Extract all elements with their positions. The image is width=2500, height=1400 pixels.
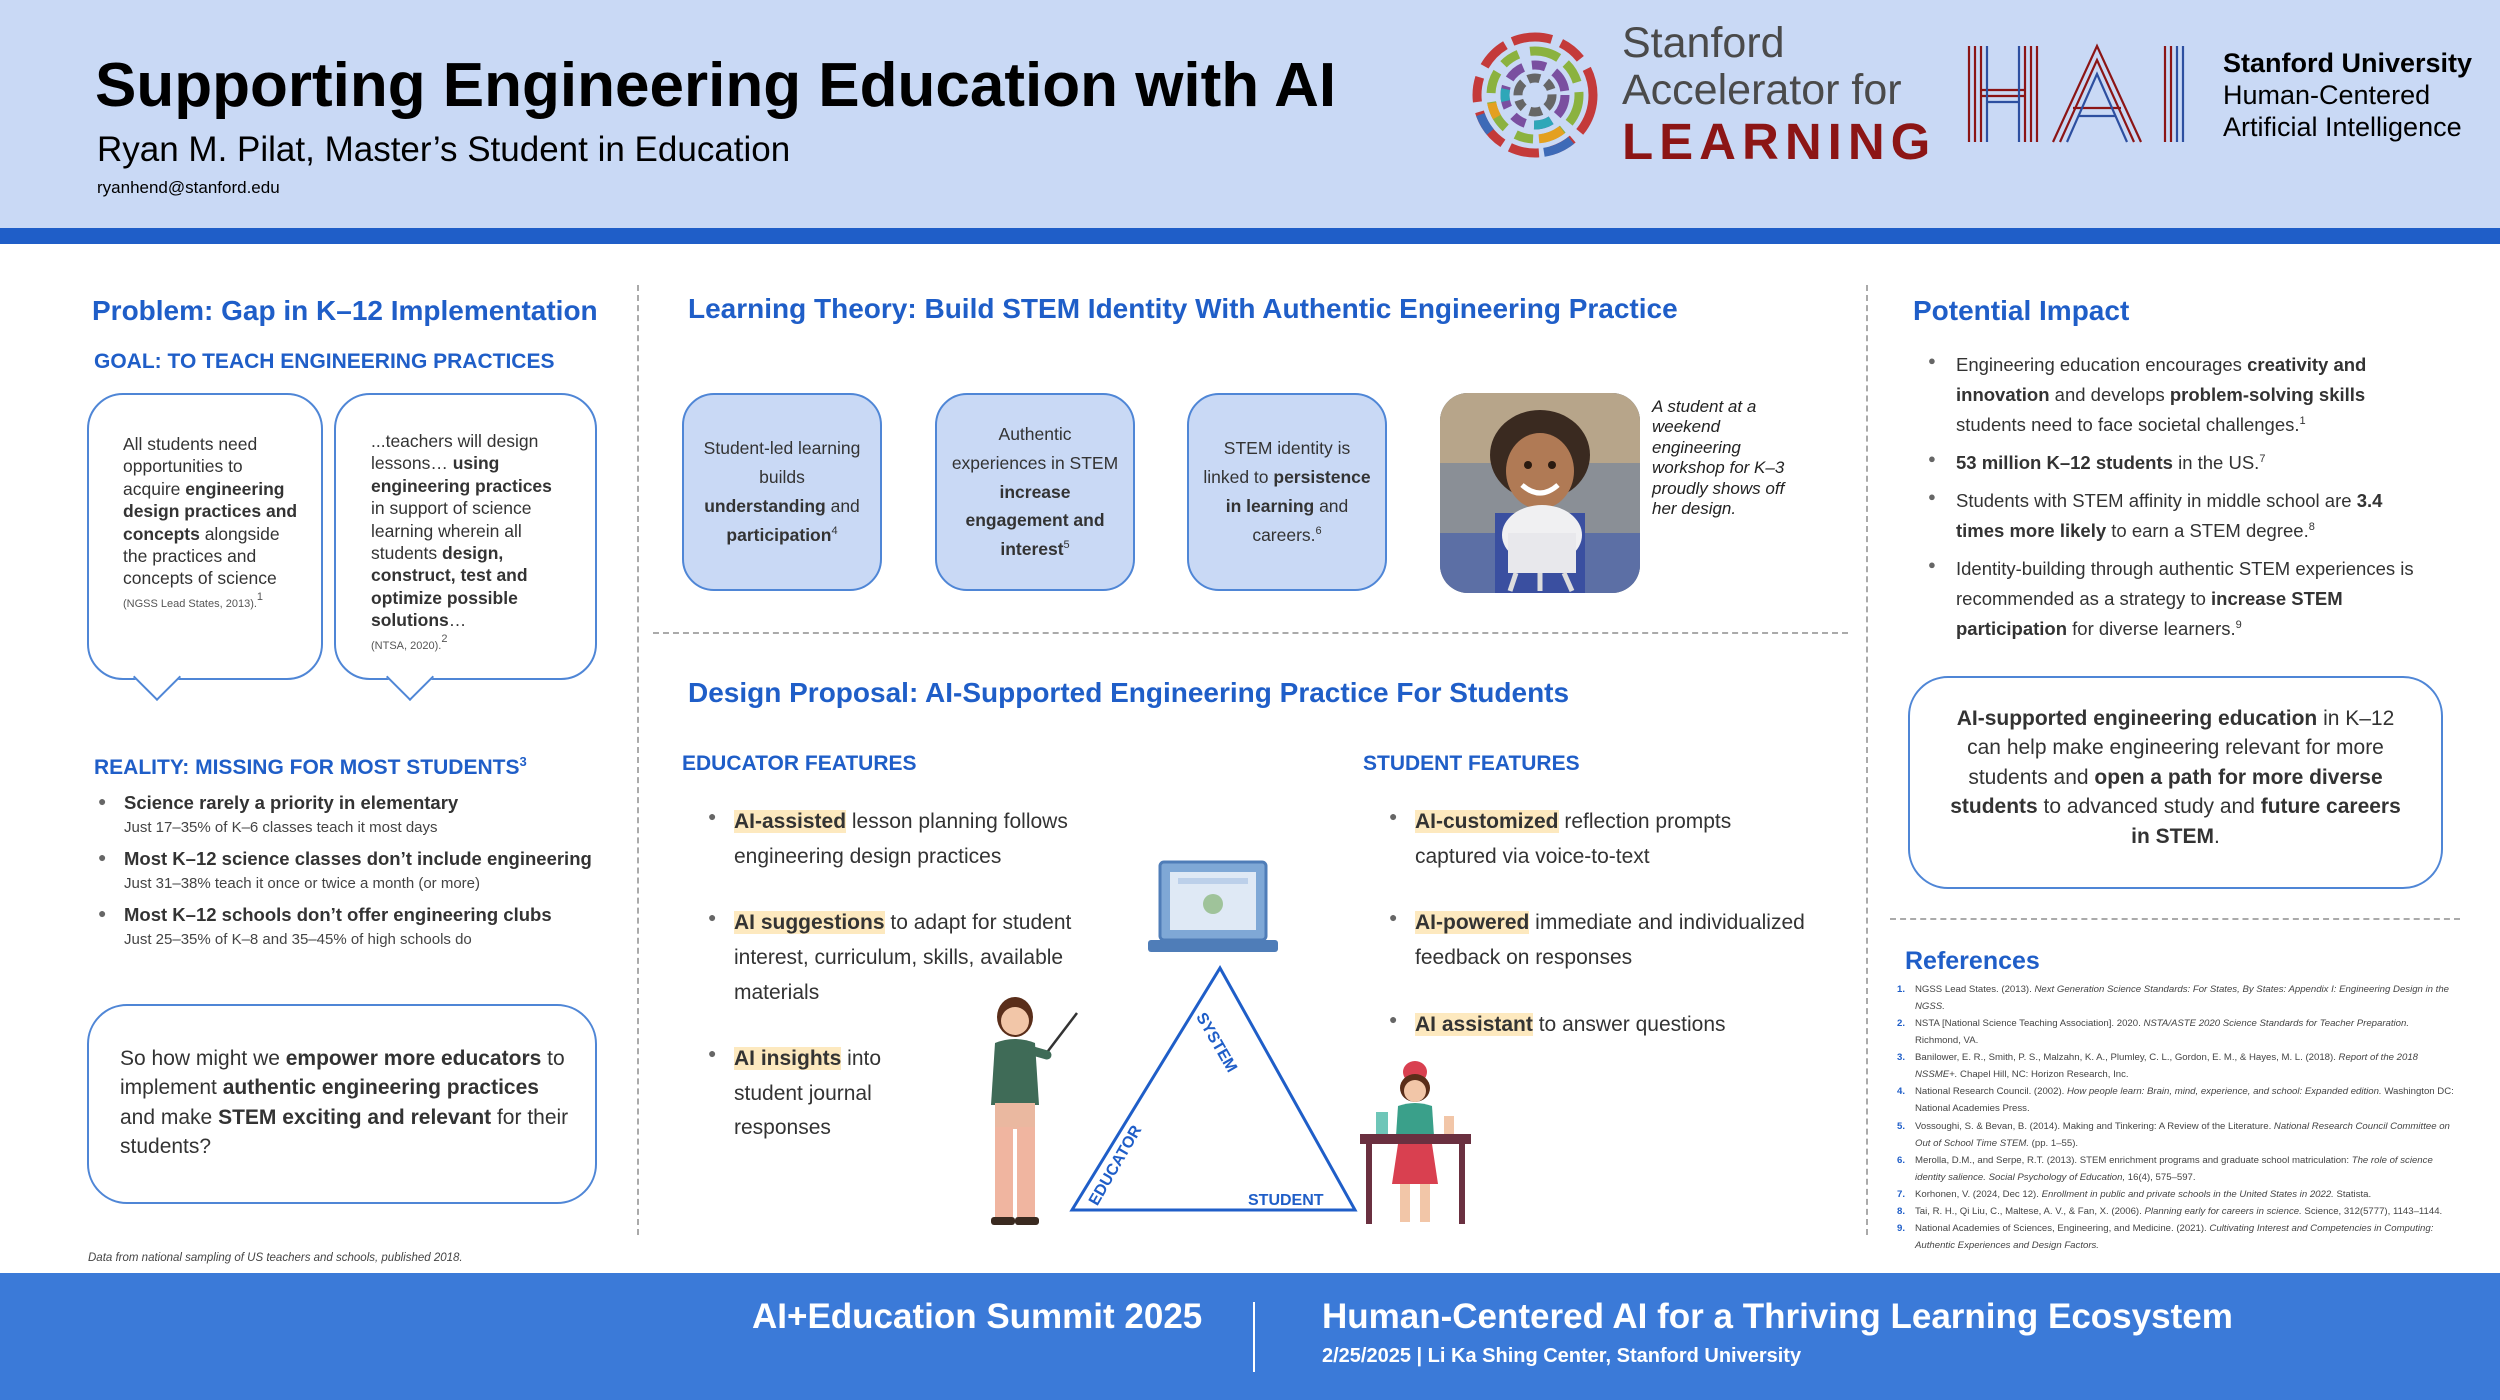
reference-item: 4. National Research Council. (2002). How people learn: Brain, mind, experience, and school: Expanded edition. Washington DC: National Academies Press.: [1897, 1086, 2454, 1115]
theory-box-engagement: Authentic experiences in STEM increase engagement and interest$^5$: [935, 393, 1135, 591]
footer-divider: [1253, 1302, 1255, 1372]
references-list: [1897, 981, 2457, 1254]
student-features-heading: STUDENT FEATURES: [1363, 752, 1580, 775]
section-divider: [653, 632, 1848, 634]
reference-item: 3. Banilower, E. R., Smith, P. S., Malzahn, K. A., Plumley, C. L., Gordon, E. M., & Hayes, M. L. (2018). Report of the 2018 NSSME+. Chapel Hill, NC: Horizon Research, Inc.: [1897, 1052, 2419, 1081]
student-workshop-photo: [1440, 393, 1640, 593]
reference-item: 7. Korhonen, V. (2024, Dec 12). Enrollment in public and private schools in the United States in 2022. Statista.: [1897, 1188, 2372, 1200]
triangle-label-student: STUDENT: [1248, 1192, 1324, 1209]
column-divider: [637, 285, 639, 1235]
design-heading: Design Proposal: AI-Supported Engineering Practice For Students: [688, 677, 1570, 708]
student-features-list: [1389, 805, 1809, 1042]
list-item: ● AI-powered immediate and individualized feedback on responses: [1389, 906, 1809, 975]
list-item: ● AI suggestions to adapt for student interest, curriculum, skills, available materials: [708, 906, 1088, 1010]
summit-theme: Human-Centered AI for a Thriving Learning Ecosystem: [1322, 1297, 2233, 1336]
guiding-question: So how might we empower more educators to implement authentic engineering practices and make STEM exciting and relevant for their students?: [120, 1047, 569, 1159]
theory-box-persistence: STEM identity is linked to persistence in learning and careers.$^6$: [1187, 393, 1387, 591]
reference-item: 5. Vossoughi, S. & Bevan, B. (2014). Making and Tinkering: A Review of the Literature. National Research Council Committee on Out of School Time STEM. (pp. 1–55).: [1897, 1120, 2450, 1149]
section-divider: [1890, 918, 2460, 920]
theory-heading: Learning Theory: Build STEM Identity With Authentic Engineering Practice: [688, 293, 1678, 324]
reality-heading: REALITY: MISSING FOR MOST STUDENTS$^3$: [94, 754, 527, 779]
goal-quote-ngss: All students need opportunities to acquire engineering design practices and concepts alongside the practices and concepts of science (NGSS Lead States, 2013).$^1$: [123, 434, 298, 610]
accelerator-logo-rings-icon: [1470, 25, 1600, 165]
impact-heading: Potential Impact: [1913, 295, 2130, 326]
list-item: ● Identity-building through authentic STEM experiences is recommended as a strategy to increase STEM participation for diverse learners.$^9$: [1928, 554, 2433, 644]
impact-list: [1928, 350, 2433, 652]
list-item: ● Engineering education encourages creativity and innovation and develops problem-solving skills students need to face societal challenges.$^1$: [1928, 350, 2433, 440]
laptop-icon: [1148, 860, 1278, 960]
author-email: ryanhend@stanford.edu: [97, 178, 280, 197]
reference-item: 1. NGSS Lead States. (2013). Next Generation Science Standards: For States, By States: Appendix I: Engineering Design in the NGSS.: [1897, 984, 2450, 1013]
hai-logo-text: [2223, 48, 2472, 144]
impact-summary: AI-supported engineering education in K–12 can help make engineering relevant for more students and open a path for more diverse students to advanced study and future careers in STEM.: [1950, 707, 2401, 848]
problem-heading: Problem: Gap in K–12 Implementation: [92, 295, 598, 326]
triangle-label-educator: EDUCATOR: [1086, 1122, 1146, 1209]
references-heading: References: [1905, 947, 2040, 975]
reference-item: 2. NSTA [National Science Teaching Association]. 2020. NSTA/ASTE 2020 Science Standards for Teacher Preparation. Richmond, VA.: [1897, 1018, 2410, 1047]
hai-logo-icon: [1965, 42, 2195, 147]
poster-title: Supporting Engineering Education with AI: [95, 51, 1337, 120]
list-item: ● AI-customized reflection prompts captured via voice-to-text: [1389, 805, 1809, 874]
accelerator-logo-line: Stanford: [1622, 19, 1785, 67]
theory-box-understanding: Student-led learning builds understanding and participation$^4$: [682, 393, 882, 591]
list-item: ● Students with STEM affinity in middle school are 3.4 times more likely to earn a STEM degree.$^8$: [1928, 486, 2433, 546]
teacher-illustration-icon: [975, 995, 1085, 1235]
reference-item: 6. Merolla, D.M., and Serpe, R.T. (2013). STEM enrichment programs and graduate school matriculation: The role of science identity salience. Social Psychology of Education, 16(4), 575–597.: [1897, 1154, 2433, 1183]
summit-name: AI+Education Summit 2025: [752, 1297, 1203, 1336]
reference-item: 9. National Academies of Sciences, Engineering, and Medicine. (2021). Cultivating Interest and Competencies in Computing: Authentic Experiences and Design Factors.: [1897, 1222, 2434, 1251]
column-divider: [1866, 285, 1868, 1235]
goal-quote-nsta: ...teachers will design lessons… using engineering practices in support of science learning wherein all students design, construct, test and optimize possible solutions… (NTSA, 2020).$^2$: [371, 431, 552, 652]
reference-item: 8. Tai, R. H., Qi Liu, C., Maltese, A. V., & Fan, X. (2006). Planning early for careers in science. Science, 312(5777), 1143–1144.: [1897, 1205, 2443, 1217]
hai-logo-line: Human-Centered: [2223, 79, 2431, 110]
list-item: ● Most K–12 schools don’t offer engineering clubs Just 25–35% of K–8 and 35–45% of high schools do: [98, 904, 618, 948]
reality-list: [98, 792, 618, 960]
student-illustration-icon: [1358, 1058, 1473, 1228]
accelerator-logo-wordmark: LEARNING: [1622, 113, 1937, 170]
list-item: ● AI insights into student journal responses: [708, 1042, 898, 1146]
hai-logo-line: Artificial Intelligence: [2223, 111, 2462, 142]
accelerator-logo-text: [1622, 19, 1937, 170]
author-line: Ryan M. Pilat, Master’s Student in Education: [97, 130, 791, 169]
list-item: ● 53 million K–12 students in the US.$^7$: [1928, 448, 2433, 478]
accelerator-logo-line: Accelerator for: [1622, 66, 1902, 114]
hai-logo-line: Stanford University: [2223, 48, 2473, 78]
goal-heading: GOAL: TO TEACH ENGINEERING PRACTICES: [94, 350, 555, 373]
list-item: ● AI assistant to answer questions: [1389, 1008, 1809, 1043]
header-rule: [0, 228, 2500, 244]
list-item: ● Science rarely a priority in elementary Just 17–35% of K–6 classes teach it most days: [98, 792, 618, 836]
data-footnote: Data from national sampling of US teachers and schools, published 2018.: [88, 1252, 463, 1264]
summit-date-location: 2/25/2025 | Li Ka Shing Center, Stanford University: [1322, 1345, 1802, 1367]
list-item: ● Most K–12 science classes don’t include engineering Just 31–38% teach it once or twice a month (or more): [98, 848, 618, 892]
list-item: ● AI-assisted lesson planning follows engineering design practices: [708, 805, 1088, 874]
triangle-label-system: SYSTEM: [1192, 1010, 1240, 1076]
photo-caption: A student at a weekend engineering workshop for K–3 proudly shows off her design.: [1652, 397, 1785, 518]
educator-features-heading: EDUCATOR FEATURES: [682, 752, 917, 775]
